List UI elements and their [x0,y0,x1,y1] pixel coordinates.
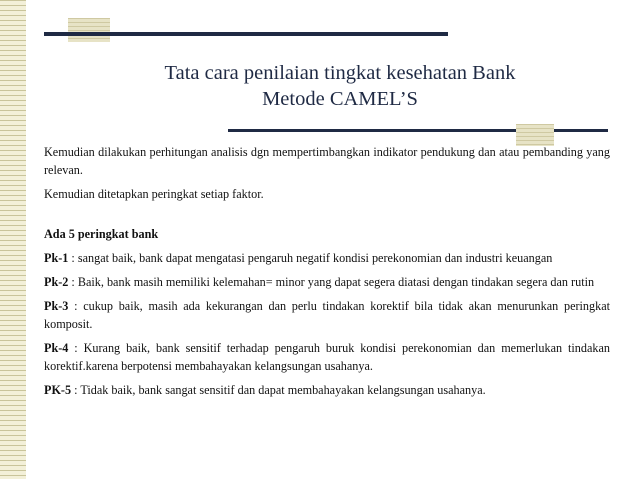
rating-item-pk3 [44,297,610,333]
rating-label: Pk-4 [44,341,69,355]
title-line-2: Metode CAMEL’S [262,88,418,110]
rating-item-pk2 [44,273,610,291]
rating-text: : Kurang baik, bank sensitif terhadap pengaruh buruk kondisi perekonomian dan memerlukan tindakan korektif.karena berpotensi membahayakan kelangsungan usahanya. [44,341,610,373]
title-line-1: Tata cara penilaian tingkat kesehatan Bank [164,62,516,84]
rating-label: Pk-2 [44,275,69,289]
rating-text: : Tidak baik, bank sangat sensitif dan dapat membahayakan kelangsungan usahanya. [71,383,486,397]
rating-label: PK-5 [44,383,72,397]
rating-text: : Baik, bank masih memiliki kelemahan= minor yang dapat segera diatasi dengan tindakan segera dan rutin [68,275,595,289]
rating-label: Pk-1 [44,251,69,265]
slide-body [44,143,610,405]
rating-item-pk4 [44,339,610,375]
rating-label: Pk-3 [44,299,69,313]
rating-item-pk5 [44,381,610,399]
rating-text: : sangat baik, bank dapat mengatasi pengaruh negatif kondisi perekonomian dan industri keuangan [68,251,553,265]
body-paragraph-2: Kemudian ditetapkan peringkat setiap faktor. [44,187,264,201]
rating-item-pk1 [44,249,610,267]
body-paragraph-1: Kemudian dilakukan perhitungan analisis dgn mempertimbangkan indikator pendukung dan atau pembanding yang relevan. [44,145,610,177]
ratings-heading: Ada 5 peringkat bank [44,227,159,241]
rating-text: : cukup baik, masih ada kekurangan dan perlu tindakan korektif bila tidak akan menurunkan peringkat komposit. [44,299,610,331]
slide-title [60,60,620,112]
top-accent-line [44,32,448,36]
top-decorative-square [68,18,110,42]
left-decorative-stripe [0,0,26,479]
